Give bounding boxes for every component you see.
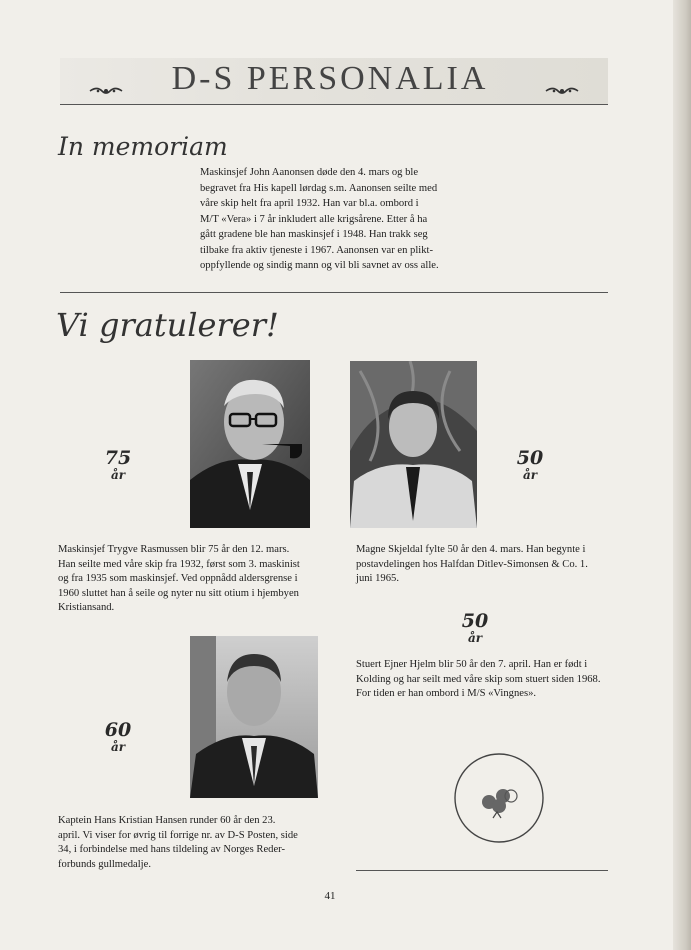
portrait-trygve-rasmussen	[190, 360, 310, 528]
memoriam-line: gått gradene ble han maskinsjef i 1948. Han trakk seg	[200, 229, 428, 240]
age-unit: år	[467, 631, 483, 645]
company-logo-icon	[453, 752, 545, 844]
gratulerer-heading: Vi gratulerer!	[56, 306, 279, 344]
age-badge-60	[88, 720, 148, 754]
age-badge-50	[445, 611, 505, 645]
age-unit: år	[110, 468, 126, 482]
ornament-left-icon	[88, 86, 124, 96]
page-number: 41	[324, 890, 336, 902]
memoriam-line: tilbake fra aktiv tjeneste i 1967. Aanonsen var en plikt-	[200, 244, 433, 256]
caption-ejner-hjelm	[356, 658, 608, 702]
caption-trygve-rasmussen	[58, 543, 320, 616]
caption-hans-kristian-hansen	[58, 814, 320, 872]
memoriam-line: oppfyllende og sindig mann og vil bli savnet av oss alle.	[200, 260, 439, 271]
portrait-magne-skjeldal	[350, 361, 477, 528]
caption-line: Han seilte med våre skip fra 1932, først som 3. maskinist	[58, 558, 300, 570]
caption-line: 1960 sluttet han å seile og nyter nu sitt otium i hjembyen	[58, 587, 299, 599]
caption-line: Stuert Ejner Hjelm blir 50 år den 7. april. Han er født i	[356, 659, 588, 670]
memoriam-line: Maskinsjef John Aanonsen døde den 4. mars og ble	[200, 167, 419, 178]
memoriam-line: våre skip helt fra april 1932. Han var bl.a. ombord i	[200, 198, 419, 209]
caption-line: Kaptein Hans Kristian Hansen runder 60 år den 23.	[58, 815, 276, 826]
caption-line: 34, i forbindelse med hans tildeling av Norges Reder-	[58, 844, 286, 855]
caption-line: Kolding og har seilt med våre skip som stuert siden 1968.	[356, 673, 601, 685]
age-unit: år	[522, 468, 538, 482]
caption-line: postavdelingen hos Halfdan Ditlev-Simonsen & Co. 1.	[356, 558, 588, 570]
memoriam-heading: In memoriam	[58, 132, 228, 161]
caption-line: april. Vi viser for øvrig til forrige nr. av D-S Posten, side	[58, 829, 298, 841]
memoriam-line: M/T «Vera» i 7 år inkludert alle krigsårene. Etter å ha	[200, 213, 428, 225]
caption-line: Magne Skjeldal fylte 50 år den 4. mars. Han begynte i	[356, 544, 586, 555]
page-title: D-S PERSONALIA	[171, 60, 489, 97]
section-rule	[60, 292, 608, 293]
memoriam-line: begravet fra His kapell lørdag s.m. Aanonsen seilte med	[200, 182, 438, 194]
caption-line: Maskinsjef Trygve Rasmussen blir 75 år den 12. mars.	[58, 544, 290, 555]
age-badge-50	[500, 448, 560, 482]
age-badge-75	[88, 448, 148, 482]
caption-magne-skjeldal	[356, 543, 608, 587]
age-number: 60	[104, 719, 132, 741]
caption-line: Kristiansand.	[58, 602, 115, 613]
portrait-hans-kristian-hansen	[190, 636, 318, 798]
ornament-right-icon	[544, 86, 580, 96]
caption-line: forbunds gullmedalje.	[58, 858, 151, 870]
bottom-rule	[356, 870, 608, 871]
title-rule	[60, 104, 608, 105]
age-unit: år	[110, 740, 126, 754]
memoriam-text	[200, 165, 604, 274]
age-number: 75	[104, 447, 132, 469]
caption-line: For tiden er han ombord i M/S «Vingnes».	[356, 688, 537, 699]
age-number: 50	[516, 447, 544, 469]
caption-line: juni 1965.	[356, 573, 399, 584]
age-number: 50	[461, 610, 489, 632]
caption-line: og fra 1935 som maskinsjef. Ved oppnådd aldersgrense i	[58, 573, 298, 584]
page-edge-shadow	[673, 0, 691, 950]
